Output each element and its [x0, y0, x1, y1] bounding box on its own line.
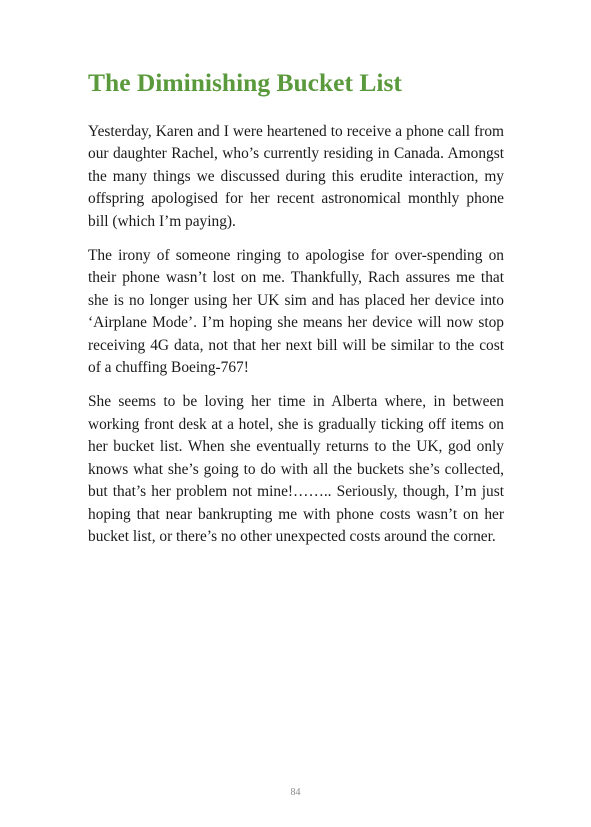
paragraph-3: She seems to be loving her time in Alberta where, in between working front desk at a hotel, she is gradually ticking off items on her bucket list. When she eventually returns to the UK, god only knows what she’s going to do with all the buckets she’s collected, but that’s her problem not mine!…….. Seriously, though, I’m just hoping that near bankrupting me with phone costs wasn’t on her bucket list, or there’s no other unexpected costs around the corner.	[88, 393, 504, 545]
body-text	[88, 121, 504, 560]
page-number: 84	[290, 787, 301, 798]
paragraph-2: The irony of someone ringing to apologise for over-spending on their phone wasn’t lost on me. Thankfully, Rach assures me that she is no longer using her UK sim and has placed her device into ‘Airplane Mode’. I’m hoping she means her device will now stop receiving 4G data, not that her next bill will be similar to the cost of a chuffing Boeing-767!	[88, 247, 504, 377]
paragraph-1: Yesterday, Karen and I were heartened to receive a phone call from our daughter Rachel, who’s currently residing in Canada. Amongst the many things we discussed during this erudite interaction, my offspring apologised for her recent astronomical monthly phone bill (which I’m paying).	[88, 123, 504, 230]
page-title: The Diminishing Bucket List	[88, 68, 402, 97]
